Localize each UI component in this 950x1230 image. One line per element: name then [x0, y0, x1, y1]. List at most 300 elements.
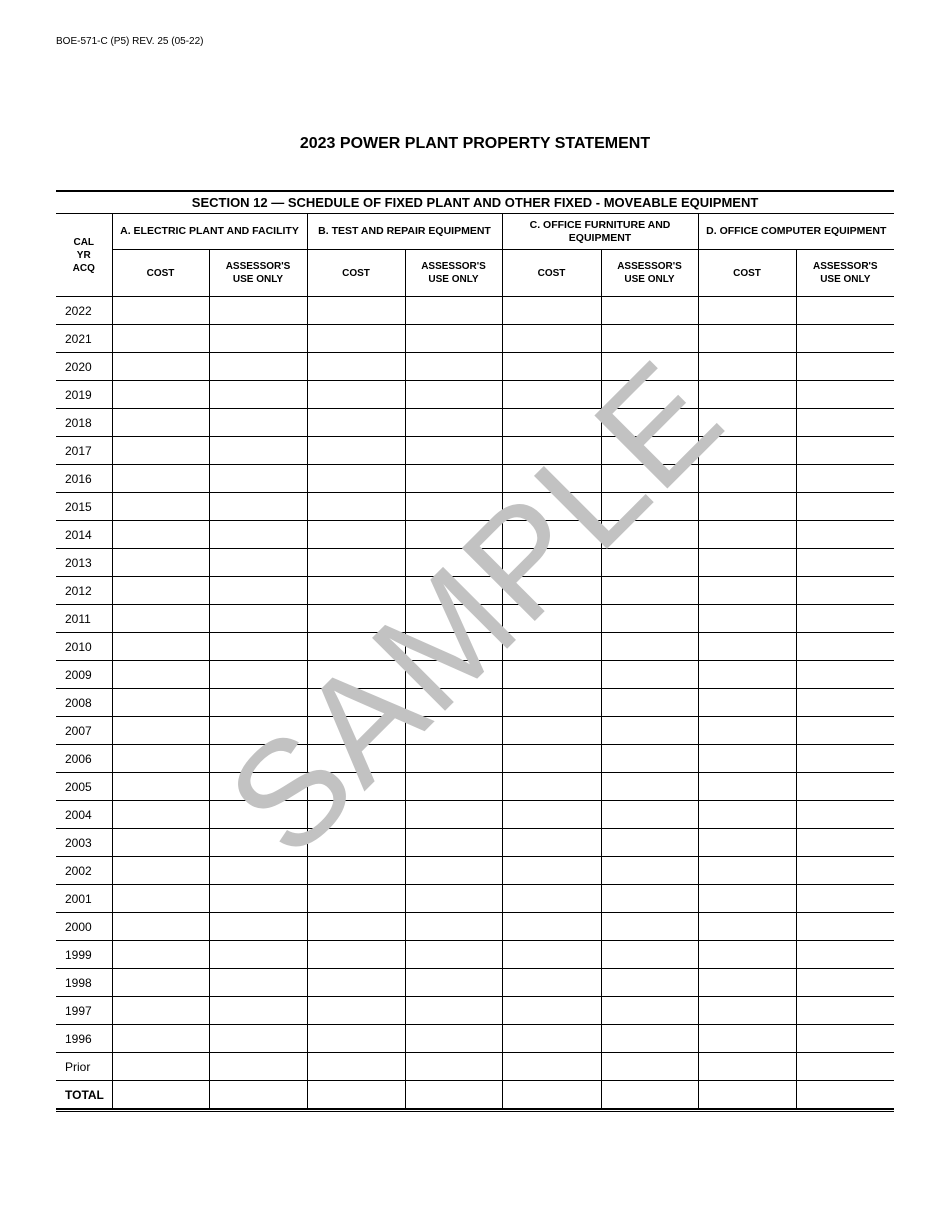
category-c-cost-cell[interactable] — [502, 1053, 601, 1081]
category-c-assessor-header: ASSESSOR'S USE ONLY — [601, 250, 698, 297]
category-d-assessor-cell — [796, 353, 894, 381]
category-a-cost-cell[interactable] — [112, 1081, 209, 1109]
year-label: 2010 — [56, 633, 112, 661]
category-d-assessor-cell — [796, 801, 894, 829]
category-c-cost-cell[interactable] — [502, 773, 601, 801]
category-d-cost-cell[interactable] — [698, 689, 796, 717]
category-c-assessor-cell — [601, 549, 698, 577]
category-c-cost-cell[interactable] — [502, 521, 601, 549]
bottom-rule — [56, 1109, 894, 1112]
year-label: 1998 — [56, 969, 112, 997]
category-a-cost-cell[interactable] — [112, 969, 209, 997]
category-a-assessor-cell — [209, 1053, 307, 1081]
category-d-assessor-cell — [796, 773, 894, 801]
table-row — [56, 969, 894, 997]
category-b-assessor-cell — [405, 549, 502, 577]
category-b-cost-cell[interactable] — [307, 297, 405, 325]
category-b-assessor-cell — [405, 353, 502, 381]
category-c-assessor-cell — [601, 997, 698, 1025]
category-b-cost-cell[interactable] — [307, 353, 405, 381]
category-c-cost-cell[interactable] — [502, 465, 601, 493]
category-d-cost-cell[interactable] — [698, 605, 796, 633]
category-a-assessor-cell — [209, 913, 307, 941]
category-b-assessor-cell — [405, 605, 502, 633]
table-row — [56, 997, 894, 1025]
category-d-cost-cell[interactable] — [698, 969, 796, 997]
category-a-cost-header: COST — [112, 250, 209, 297]
category-d-cost-cell[interactable] — [698, 941, 796, 969]
category-c-cost-cell[interactable] — [502, 577, 601, 605]
category-c-assessor-cell — [601, 829, 698, 857]
category-c-cost-cell[interactable] — [502, 325, 601, 353]
table-row — [56, 381, 894, 409]
schedule-table — [56, 190, 894, 1112]
category-c-cost-cell[interactable] — [502, 913, 601, 941]
category-a-assessor-cell — [209, 605, 307, 633]
table-row — [56, 353, 894, 381]
category-d-assessor-cell — [796, 1053, 894, 1081]
category-b-assessor-cell — [405, 885, 502, 913]
category-a-cost-cell[interactable] — [112, 661, 209, 689]
category-c-cost-cell[interactable] — [502, 409, 601, 437]
category-d-assessor-cell — [796, 465, 894, 493]
category-d-cost-cell[interactable] — [698, 661, 796, 689]
category-c-cost-cell[interactable] — [502, 661, 601, 689]
table-row — [56, 297, 894, 325]
category-c-assessor-cell — [601, 577, 698, 605]
year-label: 2014 — [56, 521, 112, 549]
category-d-cost-cell[interactable] — [698, 997, 796, 1025]
category-b-assessor-cell — [405, 913, 502, 941]
year-label: 2012 — [56, 577, 112, 605]
table-row — [56, 829, 894, 857]
category-a-cost-cell[interactable] — [112, 717, 209, 745]
category-c-cost-cell[interactable] — [502, 605, 601, 633]
category-b-cost-cell[interactable] — [307, 745, 405, 773]
category-d-assessor-cell — [796, 325, 894, 353]
category-b-cost-cell[interactable] — [307, 437, 405, 465]
category-d-header: D. OFFICE COMPUTER EQUIPMENT — [698, 214, 894, 250]
year-label: 2013 — [56, 549, 112, 577]
category-b-assessor-cell — [405, 969, 502, 997]
category-b-assessor-cell — [405, 773, 502, 801]
category-b-cost-cell[interactable] — [307, 969, 405, 997]
category-b-assessor-cell — [405, 437, 502, 465]
category-d-cost-cell[interactable] — [698, 829, 796, 857]
category-a-cost-cell[interactable] — [112, 521, 209, 549]
category-d-assessor-cell — [796, 941, 894, 969]
category-b-assessor-cell — [405, 381, 502, 409]
category-b-cost-cell[interactable] — [307, 829, 405, 857]
category-b-assessor-cell — [405, 997, 502, 1025]
category-b-cost-cell[interactable] — [307, 997, 405, 1025]
category-b-assessor-cell — [405, 1025, 502, 1053]
category-a-cost-cell[interactable] — [112, 577, 209, 605]
category-d-cost-cell[interactable] — [698, 493, 796, 521]
category-b-cost-cell[interactable] — [307, 1081, 405, 1109]
category-c-header: C. OFFICE FURNITURE AND EQUIPMENT — [502, 214, 698, 250]
category-b-cost-cell[interactable] — [307, 689, 405, 717]
category-c-assessor-cell — [601, 465, 698, 493]
year-label: 2001 — [56, 885, 112, 913]
year-label: 2000 — [56, 913, 112, 941]
category-d-cost-cell[interactable] — [698, 437, 796, 465]
category-b-assessor-cell — [405, 745, 502, 773]
category-d-cost-cell[interactable] — [698, 577, 796, 605]
category-b-cost-cell[interactable] — [307, 661, 405, 689]
category-a-cost-cell[interactable] — [112, 325, 209, 353]
category-c-assessor-cell — [601, 633, 698, 661]
category-a-assessor-cell — [209, 773, 307, 801]
category-a-assessor-cell — [209, 829, 307, 857]
category-d-assessor-cell — [796, 829, 894, 857]
category-d-assessor-cell — [796, 577, 894, 605]
category-a-assessor-cell — [209, 717, 307, 745]
category-c-cost-cell[interactable] — [502, 829, 601, 857]
category-b-assessor-cell — [405, 857, 502, 885]
category-a-assessor-cell — [209, 353, 307, 381]
category-b-cost-cell[interactable] — [307, 381, 405, 409]
category-c-assessor-cell — [601, 1025, 698, 1053]
category-c-cost-cell[interactable] — [502, 549, 601, 577]
category-c-assessor-cell — [601, 661, 698, 689]
year-label: TOTAL — [56, 1081, 112, 1109]
category-a-assessor-cell — [209, 493, 307, 521]
category-b-assessor-cell — [405, 941, 502, 969]
category-c-assessor-cell — [601, 297, 698, 325]
category-a-cost-cell[interactable] — [112, 381, 209, 409]
category-a-cost-cell[interactable] — [112, 493, 209, 521]
category-b-cost-cell[interactable] — [307, 717, 405, 745]
category-a-assessor-cell — [209, 969, 307, 997]
category-c-cost-cell[interactable] — [502, 745, 601, 773]
table-row — [56, 689, 894, 717]
category-d-assessor-header: ASSESSOR'S USE ONLY — [796, 250, 894, 297]
category-d-assessor-cell — [796, 409, 894, 437]
category-c-cost-cell[interactable] — [502, 1025, 601, 1053]
category-b-cost-cell[interactable] — [307, 941, 405, 969]
category-c-cost-cell[interactable] — [502, 297, 601, 325]
category-c-assessor-cell — [601, 745, 698, 773]
category-c-assessor-cell — [601, 857, 698, 885]
category-d-cost-cell[interactable] — [698, 325, 796, 353]
category-b-cost-cell[interactable] — [307, 549, 405, 577]
sample-watermark: SAMPLE — [195, 328, 754, 887]
year-label: 2017 — [56, 437, 112, 465]
table-row — [56, 1025, 894, 1053]
table-row — [56, 605, 894, 633]
category-c-assessor-cell — [601, 521, 698, 549]
category-a-cost-cell[interactable] — [112, 633, 209, 661]
category-b-assessor-cell — [405, 325, 502, 353]
category-b-assessor-cell — [405, 717, 502, 745]
table-row — [56, 465, 894, 493]
category-d-cost-cell[interactable] — [698, 857, 796, 885]
year-label: 2020 — [56, 353, 112, 381]
year-label: 2003 — [56, 829, 112, 857]
category-a-cost-cell[interactable] — [112, 1025, 209, 1053]
table-row — [56, 661, 894, 689]
table-row — [56, 325, 894, 353]
category-c-cost-cell[interactable] — [502, 381, 601, 409]
category-a-cost-cell[interactable] — [112, 997, 209, 1025]
category-b-cost-cell[interactable] — [307, 801, 405, 829]
category-a-assessor-cell — [209, 521, 307, 549]
category-b-cost-cell[interactable] — [307, 577, 405, 605]
category-b-cost-cell[interactable] — [307, 857, 405, 885]
category-d-assessor-cell — [796, 913, 894, 941]
category-b-cost-cell[interactable] — [307, 325, 405, 353]
category-c-assessor-cell — [601, 1081, 698, 1109]
category-d-cost-cell[interactable] — [698, 549, 796, 577]
category-d-cost-cell[interactable] — [698, 353, 796, 381]
category-b-cost-cell[interactable] — [307, 493, 405, 521]
category-a-cost-cell[interactable] — [112, 801, 209, 829]
category-b-cost-header: COST — [307, 250, 405, 297]
table-row — [56, 745, 894, 773]
category-d-cost-cell[interactable] — [698, 773, 796, 801]
category-b-assessor-cell — [405, 661, 502, 689]
category-b-header: B. TEST AND REPAIR EQUIPMENT — [307, 214, 502, 250]
category-a-cost-cell[interactable] — [112, 465, 209, 493]
category-a-cost-cell[interactable] — [112, 549, 209, 577]
category-b-assessor-cell — [405, 1053, 502, 1081]
category-c-cost-cell[interactable] — [502, 885, 601, 913]
table-row — [56, 1081, 894, 1109]
category-a-header: A. ELECTRIC PLANT AND FACILITY — [112, 214, 307, 250]
category-a-cost-cell[interactable] — [112, 605, 209, 633]
category-c-assessor-cell — [601, 353, 698, 381]
category-d-cost-cell[interactable] — [698, 1025, 796, 1053]
year-label: 2002 — [56, 857, 112, 885]
category-b-assessor-cell — [405, 409, 502, 437]
category-d-assessor-cell — [796, 521, 894, 549]
category-c-cost-cell[interactable] — [502, 353, 601, 381]
category-c-assessor-cell — [601, 689, 698, 717]
category-d-cost-cell[interactable] — [698, 801, 796, 829]
category-c-cost-cell[interactable] — [502, 969, 601, 997]
category-a-assessor-cell — [209, 801, 307, 829]
category-c-cost-cell[interactable] — [502, 689, 601, 717]
year-label: 2019 — [56, 381, 112, 409]
category-a-assessor-cell — [209, 1081, 307, 1109]
table-row — [56, 885, 894, 913]
category-d-assessor-cell — [796, 1081, 894, 1109]
category-a-assessor-header: ASSESSOR'S USE ONLY — [209, 250, 307, 297]
category-d-assessor-cell — [796, 969, 894, 997]
category-d-assessor-cell — [796, 997, 894, 1025]
category-c-cost-cell[interactable] — [502, 941, 601, 969]
category-a-cost-cell[interactable] — [112, 885, 209, 913]
category-b-cost-cell[interactable] — [307, 1053, 405, 1081]
category-c-cost-header: COST — [502, 250, 601, 297]
category-c-assessor-cell — [601, 325, 698, 353]
year-label: 1996 — [56, 1025, 112, 1053]
category-d-assessor-cell — [796, 717, 894, 745]
category-c-assessor-cell — [601, 1053, 698, 1081]
category-a-cost-cell[interactable] — [112, 353, 209, 381]
category-a-assessor-cell — [209, 885, 307, 913]
category-b-assessor-cell — [405, 521, 502, 549]
table-row — [56, 1053, 894, 1081]
category-a-cost-cell[interactable] — [112, 409, 209, 437]
category-d-cost-cell[interactable] — [698, 913, 796, 941]
year-label: 2011 — [56, 605, 112, 633]
year-acquired-header: CAL YR ACQ — [56, 214, 112, 297]
category-a-cost-cell[interactable] — [112, 941, 209, 969]
category-b-assessor-cell — [405, 633, 502, 661]
category-b-assessor-cell — [405, 297, 502, 325]
year-label: 2018 — [56, 409, 112, 437]
category-d-assessor-cell — [796, 857, 894, 885]
category-d-cost-cell[interactable] — [698, 1081, 796, 1109]
table-row — [56, 717, 894, 745]
table-row — [56, 409, 894, 437]
category-d-cost-cell[interactable] — [698, 297, 796, 325]
category-b-cost-cell[interactable] — [307, 1025, 405, 1053]
table-row — [56, 577, 894, 605]
category-d-cost-cell[interactable] — [698, 381, 796, 409]
table-row — [56, 437, 894, 465]
category-d-cost-cell[interactable] — [698, 717, 796, 745]
table-row — [56, 493, 894, 521]
category-d-cost-cell[interactable] — [698, 521, 796, 549]
table-row — [56, 913, 894, 941]
category-a-assessor-cell — [209, 633, 307, 661]
table-row — [56, 773, 894, 801]
category-a-assessor-cell — [209, 689, 307, 717]
category-b-cost-cell[interactable] — [307, 605, 405, 633]
category-a-cost-cell[interactable] — [112, 745, 209, 773]
category-a-assessor-cell — [209, 325, 307, 353]
category-c-assessor-cell — [601, 493, 698, 521]
category-d-cost-cell[interactable] — [698, 745, 796, 773]
year-label: 2008 — [56, 689, 112, 717]
category-a-cost-cell[interactable] — [112, 1053, 209, 1081]
category-c-assessor-cell — [601, 885, 698, 913]
category-a-assessor-cell — [209, 941, 307, 969]
year-label: 2005 — [56, 773, 112, 801]
category-d-assessor-cell — [796, 745, 894, 773]
category-d-cost-cell[interactable] — [698, 409, 796, 437]
category-d-assessor-cell — [796, 437, 894, 465]
category-a-cost-cell[interactable] — [112, 857, 209, 885]
year-label: 2009 — [56, 661, 112, 689]
category-c-cost-cell[interactable] — [502, 1081, 601, 1109]
section-title: SECTION 12 — SCHEDULE OF FIXED PLANT AND OTHER FIXED - MOVEABLE EQUIPMENT — [56, 192, 894, 214]
year-label: 1997 — [56, 997, 112, 1025]
table-row — [56, 857, 894, 885]
category-c-assessor-cell — [601, 941, 698, 969]
category-b-cost-cell[interactable] — [307, 885, 405, 913]
category-a-assessor-cell — [209, 381, 307, 409]
category-c-cost-cell[interactable] — [502, 717, 601, 745]
category-a-cost-cell[interactable] — [112, 829, 209, 857]
category-b-assessor-cell — [405, 493, 502, 521]
category-d-cost-cell[interactable] — [698, 633, 796, 661]
form-id: BOE-571-C (P5) REV. 25 (05-22) — [56, 36, 204, 47]
category-a-cost-cell[interactable] — [112, 689, 209, 717]
category-a-assessor-cell — [209, 577, 307, 605]
category-d-assessor-cell — [796, 493, 894, 521]
category-b-assessor-cell — [405, 577, 502, 605]
category-c-cost-cell[interactable] — [502, 633, 601, 661]
category-c-cost-cell[interactable] — [502, 801, 601, 829]
year-label: 2022 — [56, 297, 112, 325]
category-c-assessor-cell — [601, 437, 698, 465]
category-c-cost-cell[interactable] — [502, 493, 601, 521]
category-a-cost-cell[interactable] — [112, 773, 209, 801]
category-c-cost-cell[interactable] — [502, 997, 601, 1025]
category-b-assessor-cell — [405, 1081, 502, 1109]
category-c-cost-cell[interactable] — [502, 437, 601, 465]
category-a-assessor-cell — [209, 437, 307, 465]
category-c-assessor-cell — [601, 409, 698, 437]
category-a-assessor-cell — [209, 745, 307, 773]
category-b-cost-cell[interactable] — [307, 465, 405, 493]
category-a-cost-cell[interactable] — [112, 437, 209, 465]
table-row — [56, 549, 894, 577]
category-d-assessor-cell — [796, 661, 894, 689]
year-label: 2004 — [56, 801, 112, 829]
year-label: 2015 — [56, 493, 112, 521]
category-b-cost-cell[interactable] — [307, 633, 405, 661]
category-d-assessor-cell — [796, 297, 894, 325]
category-d-assessor-cell — [796, 381, 894, 409]
category-c-assessor-cell — [601, 969, 698, 997]
table-row — [56, 801, 894, 829]
category-d-cost-cell[interactable] — [698, 1053, 796, 1081]
category-b-assessor-cell — [405, 689, 502, 717]
category-d-assessor-cell — [796, 689, 894, 717]
category-d-assessor-cell — [796, 1025, 894, 1053]
category-b-cost-cell[interactable] — [307, 913, 405, 941]
category-b-cost-cell[interactable] — [307, 521, 405, 549]
category-a-assessor-cell — [209, 297, 307, 325]
table-row — [56, 941, 894, 969]
category-c-assessor-cell — [601, 717, 698, 745]
category-c-assessor-cell — [601, 605, 698, 633]
category-a-cost-cell[interactable] — [112, 913, 209, 941]
category-b-assessor-cell — [405, 801, 502, 829]
page-title: 2023 POWER PLANT PROPERTY STATEMENT — [299, 135, 651, 152]
year-label: 2007 — [56, 717, 112, 745]
category-d-cost-cell[interactable] — [698, 465, 796, 493]
category-d-assessor-cell — [796, 885, 894, 913]
category-b-cost-cell[interactable] — [307, 773, 405, 801]
category-b-assessor-cell — [405, 465, 502, 493]
table-row — [56, 633, 894, 661]
category-d-cost-cell[interactable] — [698, 885, 796, 913]
category-b-cost-cell[interactable] — [307, 409, 405, 437]
year-label: 1999 — [56, 941, 112, 969]
category-b-assessor-header: ASSESSOR'S USE ONLY — [405, 250, 502, 297]
category-a-assessor-cell — [209, 997, 307, 1025]
table-row — [56, 521, 894, 549]
category-a-assessor-cell — [209, 409, 307, 437]
category-a-assessor-cell — [209, 661, 307, 689]
category-c-assessor-cell — [601, 381, 698, 409]
category-d-assessor-cell — [796, 633, 894, 661]
year-label: Prior — [56, 1053, 112, 1081]
category-a-assessor-cell — [209, 857, 307, 885]
category-a-cost-cell[interactable] — [112, 297, 209, 325]
category-d-cost-header: COST — [698, 250, 796, 297]
category-c-cost-cell[interactable] — [502, 857, 601, 885]
year-label: 2021 — [56, 325, 112, 353]
category-b-assessor-cell — [405, 829, 502, 857]
year-label: 2016 — [56, 465, 112, 493]
